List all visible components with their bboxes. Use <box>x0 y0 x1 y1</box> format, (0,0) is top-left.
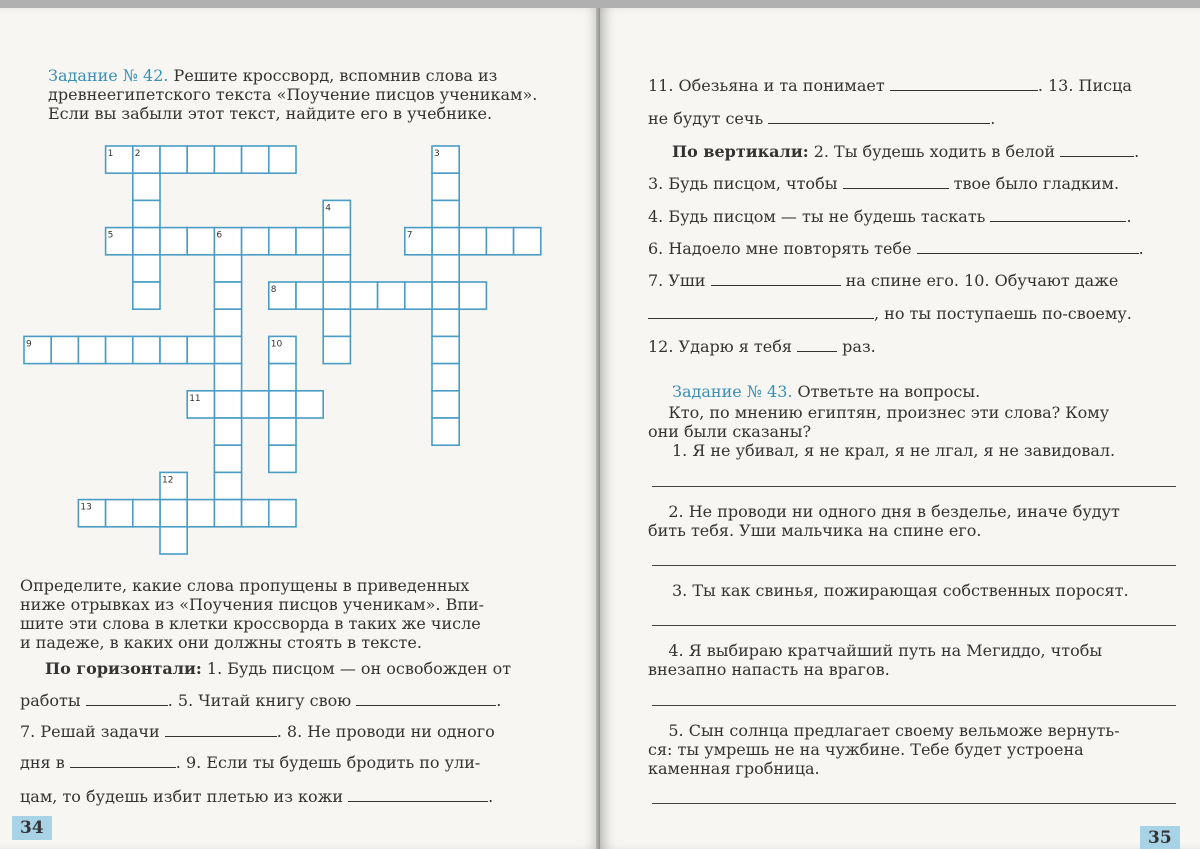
define-line3: шите эти слова в клетки кроссворда в таких же числе <box>20 614 481 633</box>
crossword-number-4: 4 <box>325 203 331 214</box>
crossword-cell[interactable] <box>187 500 214 527</box>
crossword-cell[interactable] <box>214 146 241 173</box>
down-line4: 6. Надоело мне повторять тебе . <box>648 239 1144 258</box>
down-l2b: твое было гладким. <box>953 174 1120 193</box>
crossword-number-2: 2 <box>134 149 141 159</box>
crossword-cell[interactable] <box>269 418 296 445</box>
blank-1[interactable] <box>86 691 168 706</box>
crossword-cell[interactable] <box>486 228 513 255</box>
answer-line-5[interactable] <box>652 803 1176 804</box>
crossword-cell[interactable] <box>133 228 160 255</box>
down-heading: По вертикали: <box>672 142 809 161</box>
task42-label: Задание № 42. <box>48 66 169 85</box>
task43-intro2: они были сказаны? <box>648 422 812 441</box>
crossword-cell[interactable] <box>160 527 187 554</box>
blank-d6[interactable] <box>917 239 1139 254</box>
across-line1 <box>45 659 555 678</box>
crossword-cell[interactable] <box>187 228 214 255</box>
down-l1a: 2. Ты будешь ходить в белой <box>813 142 1056 161</box>
crossword-cell[interactable] <box>323 336 350 363</box>
crossword-cell[interactable] <box>214 391 241 418</box>
question-2 <box>648 502 1176 540</box>
across-line3 <box>20 722 560 741</box>
define-line4: и падеже, в каких они должны стоять в тексте. <box>20 633 422 652</box>
crossword-number-5: 5 <box>107 230 114 241</box>
across-line2: работы . 5. Читай книгу свою . <box>20 691 502 710</box>
crossword-number-9: 9 <box>26 339 32 350</box>
down-l3a: 4. Будь писцом — ты не будешь таскать <box>648 207 986 226</box>
crossword-cell[interactable] <box>160 228 187 255</box>
crossword-cell[interactable] <box>160 336 187 363</box>
crossword-cell[interactable] <box>160 500 187 527</box>
task43-title: Ответьте на вопросы. <box>797 382 981 401</box>
task42-line2: древнеегипетского текста «Поучение писцов ученикам». <box>48 85 538 104</box>
crossword-cell[interactable] <box>242 391 269 418</box>
down-l2a: 3. Будь писцом, чтобы <box>648 174 838 193</box>
crossword-cell[interactable] <box>378 282 405 309</box>
crossword-cell[interactable] <box>432 364 459 391</box>
crossword-cell[interactable] <box>432 309 459 336</box>
left-page <box>0 8 600 849</box>
crossword-cell[interactable] <box>242 228 269 255</box>
crossword-cell[interactable] <box>214 364 241 391</box>
crossword-number-11: 11 <box>189 393 201 404</box>
task43-intro <box>648 403 1176 441</box>
crossword-cell[interactable] <box>214 418 241 445</box>
crossword-cell[interactable] <box>432 336 459 363</box>
right-cont-line1 <box>648 76 1178 95</box>
crossword-cell[interactable] <box>269 445 296 472</box>
question-5c: каменная гробница. <box>648 759 820 778</box>
blank-d2[interactable] <box>1060 142 1134 157</box>
question-2a: 2. Не проводи ни одного дня в безделье, иначе будут <box>668 502 1120 521</box>
down-line5 <box>648 271 1178 290</box>
crossword-cell[interactable] <box>432 282 459 309</box>
crossword-cell[interactable] <box>432 173 459 200</box>
crossword-cell[interactable] <box>296 228 323 255</box>
answer-line-2[interactable] <box>652 565 1176 566</box>
blank-9[interactable] <box>348 787 488 802</box>
across-line4 <box>20 753 560 772</box>
blank-5[interactable] <box>356 691 496 706</box>
task43-label: Задание № 43. <box>672 382 793 401</box>
down-line6 <box>648 304 1178 323</box>
task43-header <box>672 382 1182 401</box>
crossword-cell[interactable] <box>133 336 160 363</box>
right-cont-line2: не будут сечь . <box>648 109 996 128</box>
blank-11[interactable] <box>890 76 1038 91</box>
across-l4b: . 9. Если ты будешь бродить по ули- <box>175 753 481 772</box>
down-line7 <box>648 337 1178 356</box>
answer-line-1[interactable] <box>652 486 1176 487</box>
down-l5b: на спине его. 10. Обучают даже <box>845 271 1119 290</box>
crossword-cell[interactable] <box>160 146 187 173</box>
crossword-cell[interactable] <box>133 282 160 309</box>
cont-l2a: не будут сечь <box>648 109 764 128</box>
across-clue1: 1. Будь писцом — он освобожден от <box>206 659 512 678</box>
crossword-cell[interactable] <box>269 364 296 391</box>
across-l3a: 7. Решай задачи <box>20 722 160 741</box>
crossword-cell[interactable] <box>432 228 459 255</box>
task42-line1: Решите кроссворд, вспомнив слова из <box>173 66 498 85</box>
crossword-cell[interactable] <box>432 255 459 282</box>
blank-8[interactable] <box>70 753 176 768</box>
crossword-number-12: 12 <box>162 475 174 486</box>
crossword-cell[interactable] <box>214 336 241 363</box>
across-line5: цам, то будешь избит плетью из кожи . <box>20 787 494 806</box>
crossword-cell[interactable] <box>242 500 269 527</box>
crossword-number-7: 7 <box>406 230 413 241</box>
crossword-cell[interactable] <box>269 500 296 527</box>
across-l2b: . 5. Читай книгу свою <box>167 691 352 710</box>
blank-d4[interactable] <box>990 207 1126 222</box>
question-5b: ся: ты умрешь не на чужбине. Тебе будет устроена <box>648 740 1084 759</box>
down-line3: 4. Будь писцом — ты не будешь таскать . <box>648 207 1132 226</box>
crossword-cell[interactable] <box>51 336 78 363</box>
answer-line-3[interactable] <box>652 625 1176 626</box>
task43-intro1: Кто, по мнению египтян, произнес эти слова? Кому <box>668 403 1110 422</box>
crossword-cell[interactable] <box>269 228 296 255</box>
crossword-cell[interactable] <box>133 200 160 227</box>
crossword-cell[interactable] <box>269 391 296 418</box>
crossword-cell[interactable] <box>242 146 269 173</box>
crossword-cell[interactable] <box>214 282 241 309</box>
crossword-cell[interactable] <box>432 200 459 227</box>
crossword-cell[interactable] <box>514 228 541 255</box>
blank-d10[interactable] <box>648 304 874 319</box>
task42-line3: Если вы забыли этот текст, найдите его в учебнике. <box>48 104 493 123</box>
crossword-cell[interactable] <box>133 500 160 527</box>
crossword-number-6: 6 <box>216 230 223 241</box>
across-l5a: цам, то будешь избит плетью из кожи <box>20 787 344 806</box>
question-2b: бить тебя. Уши мальчика на спине его. <box>648 521 982 540</box>
define-instructions <box>20 576 545 652</box>
right-page <box>600 8 1200 849</box>
blank-13[interactable] <box>768 109 990 124</box>
down-l5a: 7. Уши <box>648 271 706 290</box>
crossword-cell[interactable] <box>323 255 350 282</box>
crossword-cell[interactable] <box>459 282 486 309</box>
question-4a: 4. Я выбираю кратчайший путь на Мегиддо, чтобы <box>668 641 1103 660</box>
answer-line-4[interactable] <box>652 705 1176 706</box>
crossword-cell[interactable] <box>133 173 160 200</box>
crossword-number-8: 8 <box>270 285 277 295</box>
question-4b: внезапно напасть на врагов. <box>648 660 890 679</box>
crossword-cell[interactable] <box>214 500 241 527</box>
crossword-number-3: 3 <box>434 149 440 159</box>
question-4 <box>648 641 1176 679</box>
crossword-cell[interactable] <box>323 228 350 255</box>
crossword-cell[interactable] <box>323 282 350 309</box>
across-l3b: . 8. Не проводи ни одного <box>276 722 495 741</box>
crossword-cell[interactable] <box>432 391 459 418</box>
crossword-cell[interactable] <box>269 146 296 173</box>
page-number-right: 35 <box>1140 826 1180 849</box>
crossword-cell[interactable] <box>214 472 241 499</box>
crossword-cell[interactable] <box>459 228 486 255</box>
crossword-cell[interactable] <box>214 255 241 282</box>
crossword-cell[interactable] <box>214 309 241 336</box>
page-number-left: 34 <box>12 816 52 840</box>
question-1: 1. Я не убивал, я не крал, я не лгал, я не завидовал. <box>672 441 1116 460</box>
question-5 <box>648 721 1176 778</box>
define-line1: Определите, какие слова пропущены в приведенных <box>20 576 470 595</box>
crossword-cell[interactable] <box>350 282 377 309</box>
crossword-cell[interactable] <box>78 336 105 363</box>
down-line1: По вертикали: 2. Ты будешь ходить в белой . <box>672 142 1140 161</box>
crossword-cell[interactable] <box>187 336 214 363</box>
down-l6b: , но ты поступаешь по-своему. <box>874 304 1132 323</box>
crossword-cell[interactable] <box>214 445 241 472</box>
crossword-number-1: 1 <box>107 149 114 159</box>
crossword-cell[interactable] <box>106 336 133 363</box>
blank-d12[interactable] <box>797 337 837 352</box>
crossword-cell[interactable] <box>133 255 160 282</box>
crossword-cell[interactable] <box>323 309 350 336</box>
crossword-number-10: 10 <box>270 339 283 350</box>
down-l7b: раз. <box>842 337 876 356</box>
crossword-cell[interactable] <box>405 282 432 309</box>
down-l7a: 12. Ударю я тебя <box>648 337 792 356</box>
define-line2: ниже отрывках из «Поучения писцов ученикам». Впи- <box>20 595 485 614</box>
cont-l1a: 11. Обезьяна и та понимает <box>648 76 885 95</box>
crossword-cell[interactable] <box>106 500 133 527</box>
blank-d3[interactable] <box>843 174 949 189</box>
across-l4a: дня в <box>20 753 65 772</box>
question-3: 3. Ты как свинья, пожирающая собственных поросят. <box>672 581 1129 600</box>
across-l2a: работы <box>20 691 81 710</box>
crossword-number-13: 13 <box>80 502 92 513</box>
crossword-cell[interactable] <box>296 282 323 309</box>
cont-l1b: . 13. Писца <box>1037 76 1132 95</box>
question-5a: 5. Сын солнца предлагает своему вельможе вернуть- <box>668 721 1120 740</box>
blank-d7[interactable] <box>711 271 841 286</box>
across-heading: По горизонтали: <box>45 659 202 678</box>
crossword-cell[interactable] <box>187 146 214 173</box>
crossword-cell[interactable] <box>432 418 459 445</box>
blank-7[interactable] <box>165 722 277 737</box>
down-line2 <box>648 174 1178 193</box>
crossword-cell[interactable] <box>296 391 323 418</box>
down-l4a: 6. Надоело мне повторять тебе <box>648 239 912 258</box>
